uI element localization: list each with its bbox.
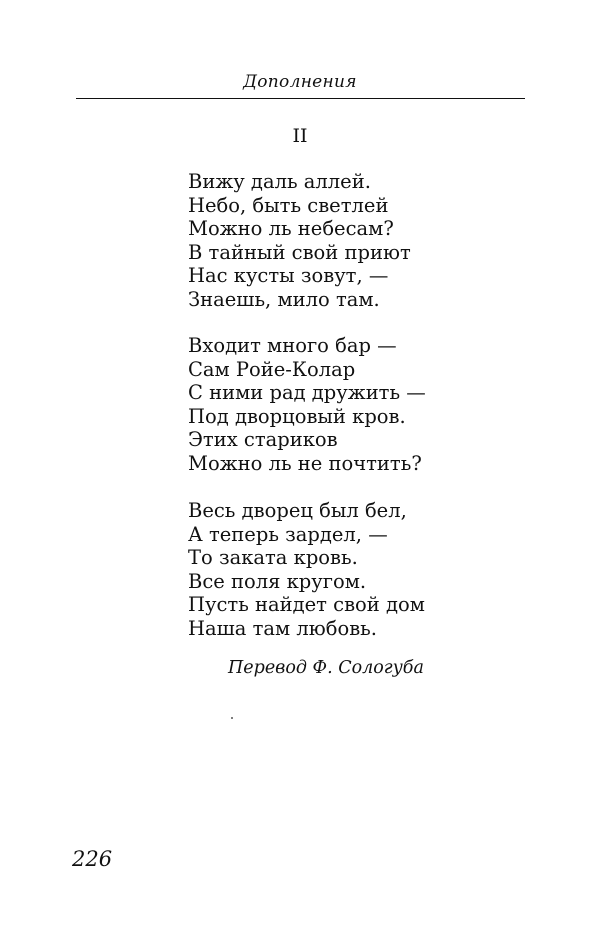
verse-line: Сам Ройе-Колар <box>188 357 356 381</box>
running-head: Дополнения <box>243 72 357 92</box>
verse-line: Небо, быть светлей <box>188 193 389 217</box>
verse-line: В тайный свой приют <box>188 240 411 264</box>
verse-line: Нас кусты зовут, — <box>188 264 389 288</box>
verse-line: Под дворцовый кров. <box>188 404 406 428</box>
verse-line: Весь дворец был бел, <box>188 499 407 522</box>
verse-line: То заката кровь. <box>188 546 358 570</box>
verse-line: Можно ль не почтить? <box>188 451 422 475</box>
section-numeral: II <box>292 125 308 147</box>
verse-line: Вижу даль аллей. <box>188 170 371 193</box>
translator-credit: Перевод Ф. Сологуба <box>228 658 424 678</box>
verse-line: А теперь зардел, — <box>188 522 388 546</box>
verse-line: Знаешь, мило там. <box>188 287 380 311</box>
stanza-1 <box>188 170 411 312</box>
print-speck <box>231 717 233 719</box>
verse-line: С ними рад дружить — <box>188 381 426 405</box>
stanza-2 <box>188 334 426 476</box>
page-number: 226 <box>72 847 113 871</box>
verse-line: Все поля кругом. <box>188 569 367 593</box>
stanza-3 <box>188 499 425 641</box>
verse-line: Этих стариков <box>188 428 338 452</box>
verse-line: Входит много бар — <box>188 334 397 357</box>
verse-line: Наша там любовь. <box>188 616 378 640</box>
verse-line: Пусть найдет свой дом <box>188 593 425 617</box>
verse-line: Можно ль небесам? <box>188 217 394 241</box>
header-rule <box>76 98 525 99</box>
